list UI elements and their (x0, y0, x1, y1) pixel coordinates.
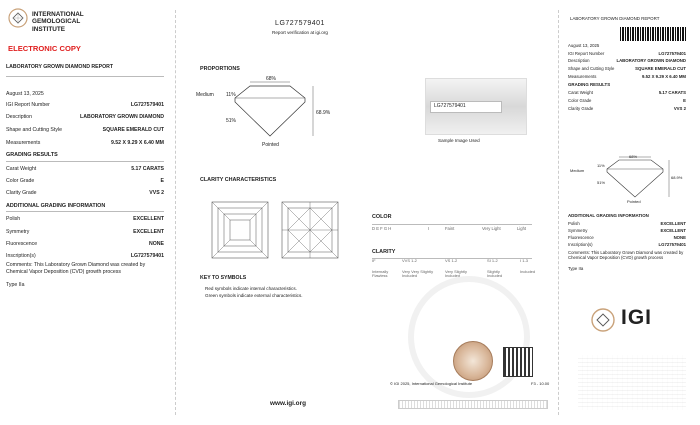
color-scale-item: Light (517, 226, 527, 231)
additional-row: Inscription(s) LG727579401 (6, 253, 164, 259)
barcode-icon (620, 27, 686, 41)
proportions-title: PROPORTIONS (200, 66, 240, 72)
additional-grading-title: ADDITIONAL GRADING INFORMATION (6, 203, 106, 209)
culet-label: Pointed (262, 142, 279, 148)
color-scale-item: D E F G H (372, 226, 392, 231)
key-line: Green symbols indicate external characteristics. (205, 293, 303, 298)
color-scale-item: Faint (445, 226, 455, 231)
right-detail-row: Measurements 9.52 X 9.29 X 6.40 MM (568, 74, 686, 79)
depth-pct: 68.9% (316, 110, 331, 116)
type-text: Type IIa (6, 282, 25, 288)
security-strip (398, 400, 548, 409)
right-table-pct: 68% (629, 154, 638, 159)
detail-row: IGI Report Number LG727579401 (6, 102, 164, 108)
right-detail-row: Shape and Cutting Style SQUARE EMERALD CUT (568, 66, 686, 71)
right-additional-title: ADDITIONAL GRADING INFORMATION (568, 213, 649, 218)
detail-row: Measurements 9.52 X 9.29 X 6.40 MM (6, 140, 164, 146)
right-detail-row: IGI Report Number LG727579401 (568, 51, 686, 56)
copyright-text: © IGI 2025, International Gemological Institute (390, 381, 473, 386)
clarity-scale-item: VS 1-2 Very Slightly Included (445, 258, 468, 279)
right-crown-pct: 11% (597, 163, 605, 168)
crown-pct: 11% (226, 92, 236, 98)
right-grading-row: Color Grade E (568, 98, 686, 103)
report-number-top: LG727579401 (275, 20, 325, 27)
right-grading-title: GRADING RESULTS (568, 82, 611, 87)
clarity-title: CLARITY (372, 249, 396, 255)
right-grading-row: Clarity Grade VVS 2 (568, 106, 686, 111)
color-title: COLOR (372, 214, 392, 220)
igi-logo-icon (591, 308, 615, 332)
right-header: LABORATORY GROWN DIAMOND REPORT (570, 16, 660, 21)
right-additional-row: Inscription(s) LG727579401 (568, 242, 686, 247)
comments-text: Comments: This Laboratory Grown Diamond was created by Chemical Vapor Deposition (CVD) growth process (6, 262, 146, 275)
additional-row: Fluorescence NONE (6, 241, 164, 247)
color-scale-item: Very Light (482, 226, 501, 231)
report-date: August 13, 2025 (6, 91, 44, 97)
right-detail-row: Description LABORATORY GROWN DIAMOND (568, 58, 686, 63)
right-grading-row: Carat Weight 5.17 CARATS (568, 90, 686, 95)
right-additional-row: Polish EXCELLENT (568, 221, 686, 226)
girdle-label: Medium (196, 92, 214, 98)
website-text: www.igi.org (270, 400, 306, 407)
verification-text: Report verification at igi.org (272, 30, 328, 35)
clarity-scale-item: VVS 1-2 Very Very Slightly Included (402, 258, 434, 279)
clarity-plot-bottom (280, 200, 340, 260)
right-date: August 13, 2025 (568, 43, 600, 48)
institute-name: INTERNATIONAL GEMOLOGICAL INSTITUTE (32, 11, 84, 33)
sample-caption: Sample Image Used (438, 138, 480, 143)
right-additional-row: Symmetry EXCELLENT (568, 228, 686, 233)
detail-row: Shape and Cutting Style SQUARE EMERALD CUT (6, 127, 164, 133)
hologram-seal-icon (453, 341, 493, 381)
grading-row: Carat Weight 5.17 CARATS (6, 166, 164, 172)
right-comments: Comments: This Laboratory Grown Diamond was created by Chemical Vapor Deposition (CVD) growth process (568, 250, 684, 261)
laser-text: LG727579401 (434, 103, 466, 109)
clarity-scale-item: SI 1-2 Slightly Included (487, 258, 503, 279)
table-pct: 68% (266, 76, 277, 82)
right-culet: Pointed (627, 199, 641, 204)
key-line: Red symbols indicate internal characteristics. (205, 286, 297, 291)
color-scale-item: I (428, 226, 430, 231)
form-code: F3 - 10.00 (531, 381, 550, 386)
clarity-scale-item: IF Internally Flawless (372, 258, 389, 279)
laser-inscription-image (425, 78, 527, 135)
igi-seal-icon (8, 8, 28, 28)
report-title: LABORATORY GROWN DIAMOND REPORT (6, 64, 114, 70)
right-additional-row: Fluorescence NONE (568, 235, 686, 240)
pavilion-pct: 51% (226, 118, 237, 124)
detail-row: Description LABORATORY GROWN DIAMOND (6, 114, 164, 120)
grading-row: Clarity Grade VVS 2 (6, 190, 164, 196)
right-pavilion-pct: 51% (597, 180, 606, 185)
additional-row: Polish EXCELLENT (6, 216, 164, 222)
right-bottom-columns (578, 355, 686, 410)
grading-row: Color Grade E (6, 178, 164, 184)
clarity-plot-top (210, 200, 270, 260)
additional-row: Symmetry EXCELLENT (6, 229, 164, 235)
right-depth-pct: 68.9% (671, 175, 683, 180)
right-girdle: Medium (570, 168, 585, 173)
clarity-characteristics-title: CLARITY CHARACTERISTICS (200, 177, 277, 183)
clarity-scale-item: I 1-3 Included (520, 258, 536, 274)
igi-logo-text: IGI (621, 306, 653, 329)
key-title: KEY TO SYMBOLS (200, 275, 247, 281)
grading-results-title: GRADING RESULTS (6, 152, 58, 158)
right-type: Type IIa (568, 266, 584, 271)
qr-code-icon (503, 347, 533, 377)
electronic-copy-label: ELECTRONIC COPY (8, 44, 81, 53)
